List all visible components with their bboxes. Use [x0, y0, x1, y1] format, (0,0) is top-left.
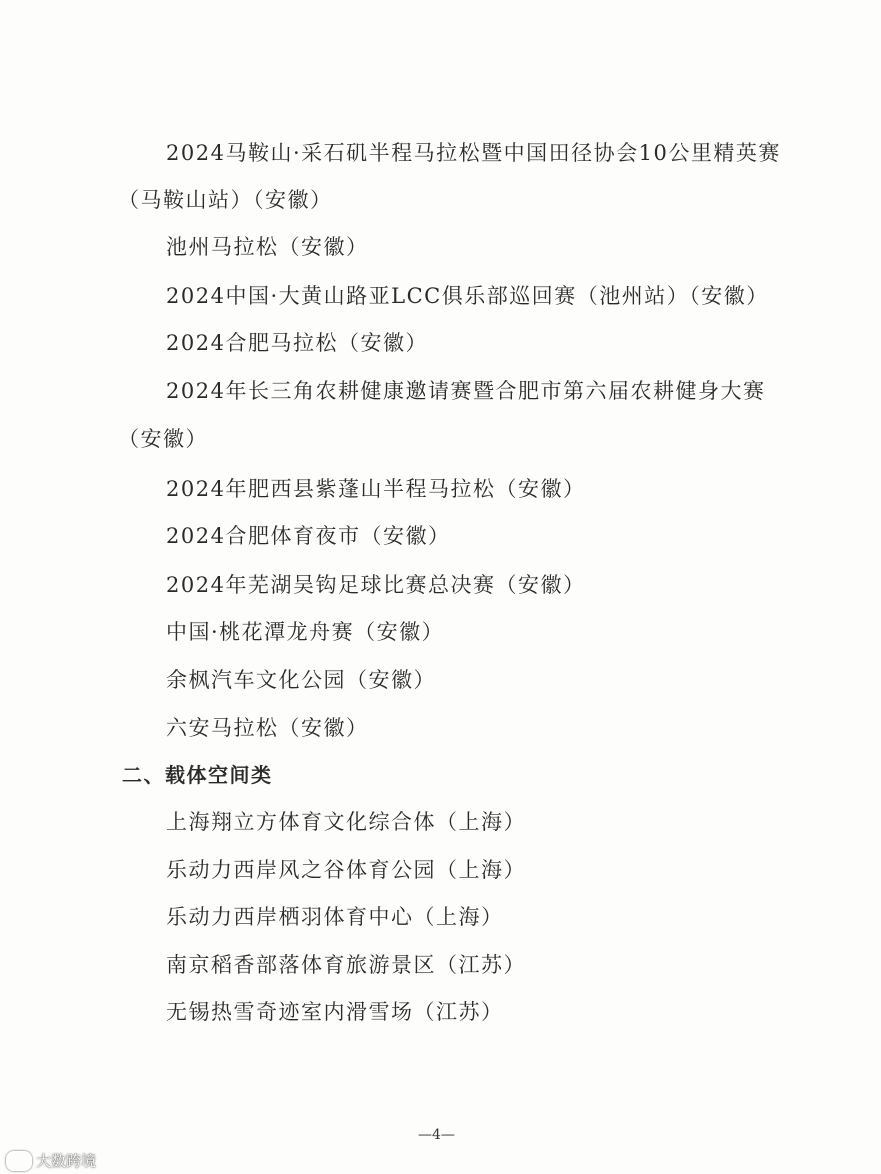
event-line-1-continued: （马鞍山站）（安徽） — [118, 188, 333, 212]
event-line-11: 六安马拉松（安徽） — [166, 716, 369, 740]
watermark-logo-icon — [6, 1151, 32, 1171]
section-heading: 二、载体空间类 — [122, 763, 273, 787]
event-line-7: 2024合肥体育夜市（安徽） — [166, 524, 451, 548]
event-line-6: 2024年肥西县紫蓬山半程马拉松（安徽） — [166, 477, 586, 501]
venue-line-5: 无锡热雪奇迹室内滑雪场（江苏） — [166, 1000, 504, 1024]
venue-line-1: 上海翔立方体育文化综合体（上海） — [166, 810, 526, 834]
event-line-5: 2024年长三角农耕健康邀请赛暨合肥市第六届农耕健身大赛 — [166, 379, 766, 403]
event-line-9: 中国·桃花潭龙舟赛（安徽） — [166, 620, 445, 644]
event-line-10: 余枫汽车文化公园（安徽） — [166, 668, 436, 692]
event-line-2: 池州马拉松（安徽） — [166, 235, 369, 259]
venue-line-3: 乐动力西岸栖羽体育中心（上海） — [166, 905, 504, 929]
page-number: —4— — [418, 1127, 455, 1143]
watermark — [6, 1150, 96, 1171]
watermark-text: 大数跨境 — [36, 1152, 97, 1170]
venue-line-2: 乐动力西岸风之谷体育公园（上海） — [166, 858, 526, 882]
event-line-5-continued: （安徽） — [118, 427, 208, 451]
event-line-4: 2024合肥马拉松（安徽） — [166, 331, 428, 355]
event-line-1: 2024马鞍山·采石矶半程马拉松暨中国田径协会10公里精英赛 — [166, 141, 781, 165]
venue-line-4: 南京稻香部落体育旅游景区（江苏） — [166, 953, 526, 977]
event-line-8: 2024年芜湖吴钩足球比赛总决赛（安徽） — [166, 573, 586, 597]
event-line-3: 2024中国·大黄山路亚LCC俱乐部巡回赛（池州站）（安徽） — [166, 284, 769, 308]
